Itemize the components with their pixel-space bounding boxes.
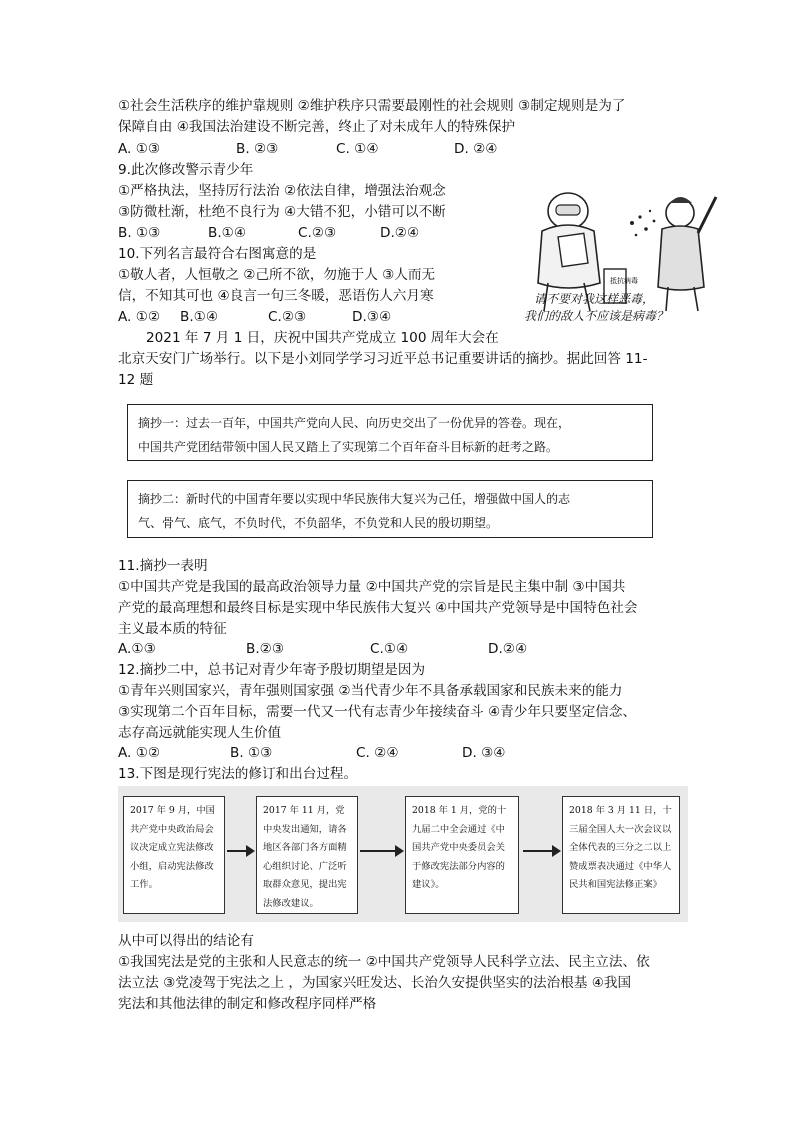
arrow-icon bbox=[523, 850, 559, 852]
q12-statement-line: 志存高远就能实现人生价值 bbox=[118, 725, 282, 741]
option-b: B.①④ bbox=[180, 309, 219, 325]
excerpt-line: 中国共产党团结带领中国人民又踏上了实现第二个百年奋斗目标新的赶考之路。 bbox=[138, 440, 559, 454]
option-d: D.②④ bbox=[488, 641, 528, 657]
q12-stem: 12.摘抄二中，总书记对青少年寄予殷切期望是因为 bbox=[118, 662, 426, 678]
option-a: A. ①③ bbox=[118, 141, 161, 157]
cartoon-illustration bbox=[520, 183, 730, 333]
option-a: B. ①③ bbox=[118, 225, 161, 241]
intro-line: 北京天安门广场举行。以下是小刘同学学习习近平总书记重要讲话的摘抄。据此回答 11- bbox=[118, 351, 648, 367]
option-d: D.②④ bbox=[380, 225, 420, 241]
excerpt-line: 气、骨气、底气，不负时代，不负韶华，不负党和人民的殷切期望。 bbox=[138, 516, 499, 530]
arrow-icon bbox=[227, 850, 253, 852]
q13-statement-line: 法立法 ③党凌驾于宪法之上 ，为国家兴旺发达、长治久安提供坚实的法治根基 ④我国 bbox=[118, 975, 632, 991]
option-d: D.③④ bbox=[352, 309, 392, 325]
option-c: C. ②④ bbox=[356, 745, 399, 761]
q8-options bbox=[118, 139, 678, 159]
q9-stem: 9.此次修改警示青少年 bbox=[118, 162, 254, 178]
q10-statement-line: 信，不知其可也 ④良言一句三冬暖，恶语伤人六月寒 bbox=[118, 288, 434, 304]
q10-statement-line: ①敬人者，人恒敬之 ②己所不欲，勿施于人 ③人而无 bbox=[118, 267, 436, 283]
excerpt-box-1 bbox=[127, 404, 653, 461]
constitution-process-flowchart bbox=[118, 786, 688, 922]
q11-stem: 11.摘抄一表明 bbox=[118, 558, 208, 574]
q8-statement-line: ①社会生活秩序的维护靠规则 ②维护秩序只需要最刚性的社会规则 ③制定规则是为了 bbox=[118, 98, 626, 114]
q13-statement-line: ①我国宪法是党的主张和人民意志的统一 ②中国共产党领导人民科学立法、民主立法、依 bbox=[118, 954, 650, 970]
arrow-icon bbox=[360, 850, 402, 852]
flow-step-4: 2018 年 3 月 11 日，十三届全国人大一次会议以全体代表的三分之二以上赞成票表决通过《中华人民共和国宪法修正案》 bbox=[562, 796, 680, 914]
option-b: B.②③ bbox=[246, 641, 285, 657]
flow-step-1: 2017 年 9 月，中国共产党中央政治局会议决定成立宪法修改小组，启动宪法修改工作。 bbox=[123, 796, 225, 914]
q11-statement-line: 主义最本质的特征 bbox=[118, 621, 227, 637]
intro-line: 12 题 bbox=[118, 372, 154, 388]
option-a: A. ①② bbox=[118, 745, 161, 761]
option-d: D. ③④ bbox=[462, 745, 506, 761]
option-c: C.②③ bbox=[268, 309, 307, 325]
option-c: C.①④ bbox=[370, 641, 409, 657]
q11-statement-line: ①中国共产党是我国的最高政治领导力量 ②中国共产党的宗旨是民主集中制 ③中国共 bbox=[118, 579, 626, 595]
cartoon-sign-text: 抵抗病毒 bbox=[610, 277, 638, 285]
intro-line: 2021 年 7 月 1 日，庆祝中国共产党成立 100 周年大会在 bbox=[146, 330, 499, 346]
excerpt-box-2 bbox=[127, 480, 653, 538]
option-c: C.②③ bbox=[298, 225, 337, 241]
option-a: A.①③ bbox=[118, 641, 156, 657]
excerpt-line: 摘抄二：新时代的中国青年要以实现中华民族伟大复兴为己任，增强做中国人的志 bbox=[138, 492, 571, 506]
flow-step-3: 2018 年 1 月，党的十九届二中全会通过《中国共产党中央委员会关于修改宪法部分内容的建议》。 bbox=[405, 796, 519, 914]
q8-statement-line: 保障自由 ④我国法治建设不断完善，终止了对未成年人的特殊保护 bbox=[118, 119, 516, 135]
cartoon-caption-line: 请不要对我这样恶毒， bbox=[534, 292, 655, 306]
q12-statement-line: ③实现第二个百年目标，需要一代又一代有志青少年接续奋斗 ④青少年只要坚定信念、 bbox=[118, 704, 637, 720]
q12-options bbox=[118, 743, 678, 763]
q9-statement-line: ③防微杜渐，杜绝不良行为 ④大错不犯，小错可以不断 bbox=[118, 204, 446, 220]
q12-statement-line: ①青年兴则国家兴，青年强则国家强 ②当代青少年不具备承载国家和民族未来的能力 bbox=[118, 683, 623, 699]
q11-statement-line: 产党的最高理想和最终目标是实现中华民族伟大复兴 ④中国共产党领导是中国特色社会 bbox=[118, 600, 638, 616]
option-b: B. ①③ bbox=[230, 745, 273, 761]
cartoon-caption-line: 我们的敌人不应该是病毒？ bbox=[524, 309, 669, 323]
q13-stem: 13.下图是现行宪法的修订和出台过程。 bbox=[118, 766, 358, 782]
q9-statement-line: ①严格执法，坚持厉行法治 ②依法自律，增强法治观念 bbox=[118, 183, 446, 199]
option-b: B.①④ bbox=[208, 225, 247, 241]
option-a: A. ①② bbox=[118, 309, 161, 325]
q11-options bbox=[118, 639, 678, 659]
excerpt-line: 摘抄一：过去一百年，中国共产党向人民、向历史交出了一份优异的答卷。现在， bbox=[138, 416, 571, 430]
option-c: C. ①④ bbox=[336, 141, 379, 157]
option-b: B. ②③ bbox=[236, 141, 279, 157]
option-d: D. ②④ bbox=[454, 141, 498, 157]
q10-stem: 10.下列名言最符合右图寓意的是 bbox=[118, 246, 317, 262]
flow-step-2: 2017 年 11 月，党中央发出通知，请各地区各部门各方面精心组织讨论、广泛听取群众意见，提出宪法修改建议。 bbox=[256, 796, 358, 914]
q13-statement-line: 宪法和其他法律的制定和修改程序同样严格 bbox=[118, 996, 377, 1012]
q13-conclusion-stem: 从中可以得出的结论有 bbox=[118, 933, 254, 949]
